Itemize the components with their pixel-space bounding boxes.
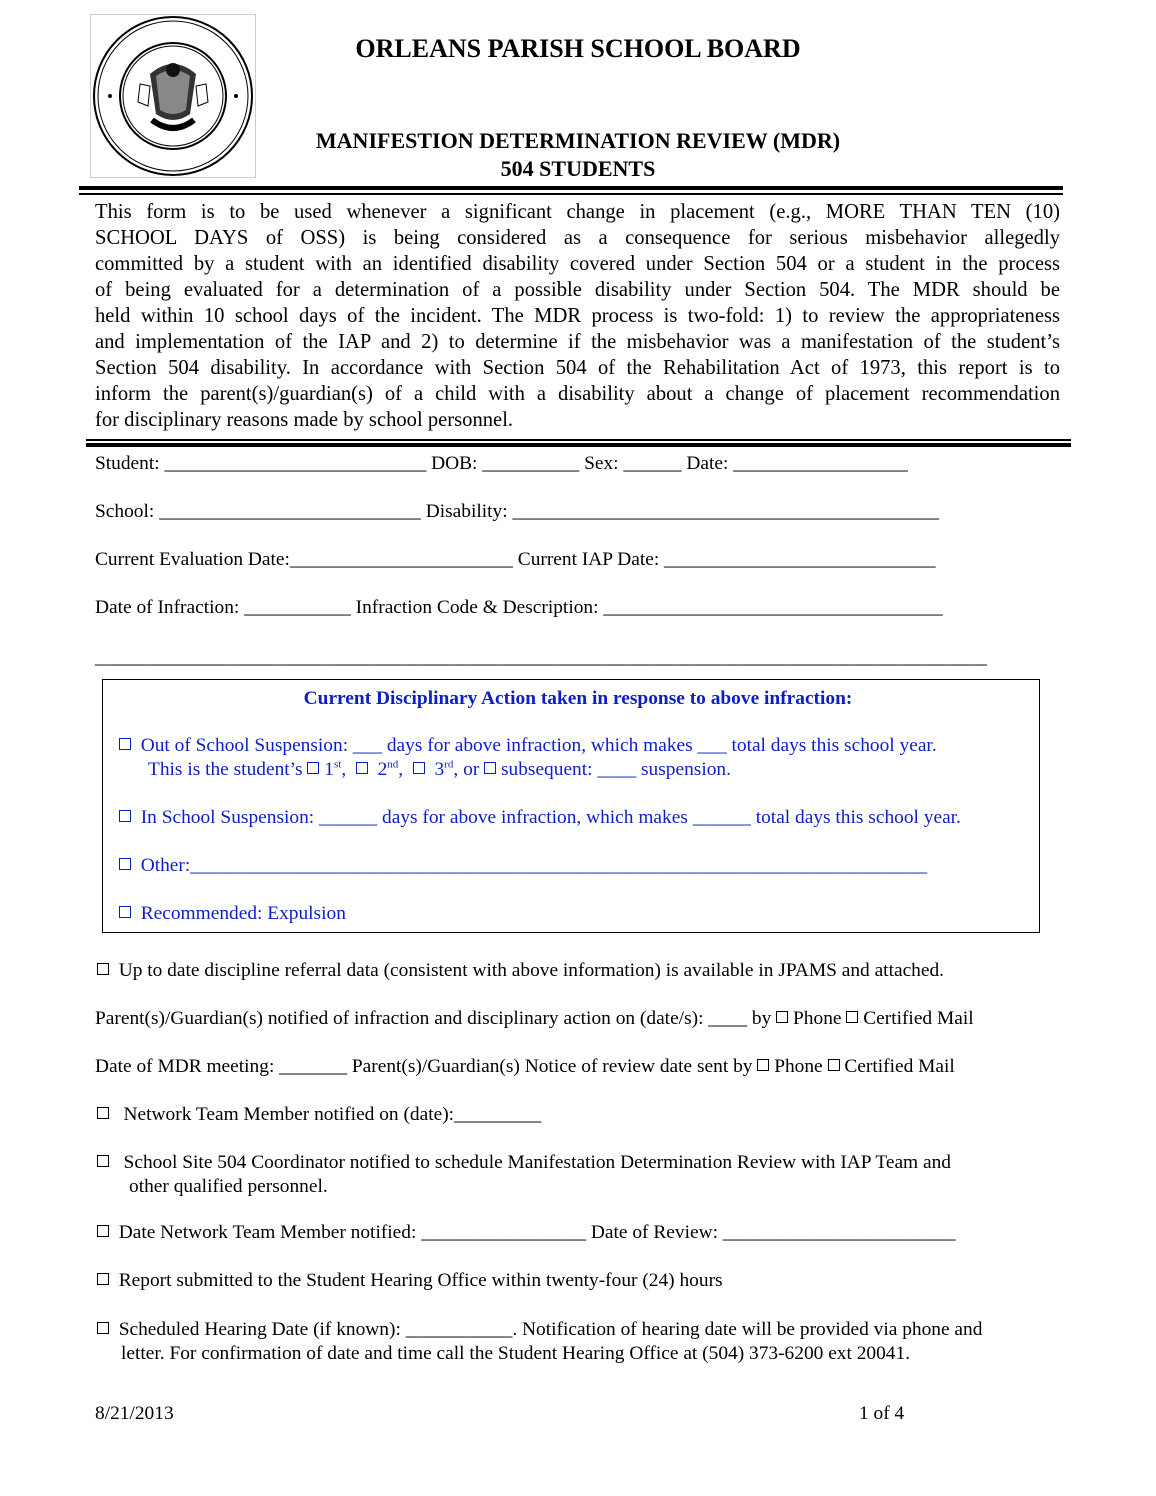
form-title	[0, 127, 1156, 183]
form-title-line1: MANIFESTION DETERMINATION REVIEW (MDR)	[315, 128, 841, 153]
network-member-label: Network Team Member notified on (date):_________	[123, 1104, 542, 1125]
intro-line: Section 504 disability. In accordance with Section 504 of the Rehabilitation Act of 1973, this report is to	[95, 357, 1060, 379]
first-checkbox[interactable]	[307, 762, 319, 774]
parent-mail-checkbox[interactable]	[846, 1011, 858, 1023]
subsequent-label: subsequent: ____ suspension.	[496, 759, 731, 780]
oss-label: Out of School Suspension: ___ days for above infraction, which makes ___ total days this school year.	[140, 735, 937, 756]
header-divider-thick	[79, 186, 1063, 190]
network-member-checkbox[interactable]	[97, 1107, 109, 1119]
notice-phone-label: Phone	[769, 1056, 828, 1077]
disciplinary-box-title: Current Disciplinary Action taken in response to above infraction:	[303, 688, 853, 709]
intro-line: held within 10 school days of the incident. The MDR process is two-fold: 1) to review the appropriateness	[95, 305, 1060, 327]
organization-title: ORLEANS PARISH SCHOOL BOARD	[355, 34, 801, 63]
header-divider-thin	[79, 193, 1063, 195]
parent-phone-checkbox[interactable]	[776, 1011, 788, 1023]
report-label: Report submitted to the Student Hearing Office within twenty-four (24) hours	[118, 1270, 723, 1291]
oss-checkbox[interactable]	[119, 738, 131, 750]
third-sup: rd	[444, 758, 454, 771]
second-checkbox[interactable]	[356, 762, 368, 774]
date-network-item[interactable]	[97, 1221, 956, 1245]
report-item[interactable]	[97, 1269, 723, 1293]
first-label: 1	[324, 759, 334, 780]
intro-divider-thick	[86, 443, 1071, 447]
intro-line: SCHOOL DAYS of OSS) is being considered as a consequence for serious misbehavior allegedly	[95, 227, 1060, 249]
parent-phone-label: Phone	[788, 1008, 847, 1029]
revision-date: 8/21/2013	[95, 1403, 174, 1424]
hearing-checkbox[interactable]	[97, 1322, 109, 1334]
second-sup: nd	[387, 758, 399, 771]
intro-line: inform the parent(s)/guardian(s) of a child with a disability about a change of placement recommendation	[95, 383, 1060, 405]
oss-option[interactable]	[119, 734, 937, 758]
network-member-item[interactable]	[97, 1103, 541, 1127]
iss-checkbox[interactable]	[119, 810, 131, 822]
school-disability-row[interactable]: School: ___________________________ Disability: ____________________________________________	[95, 501, 940, 522]
infraction-description-line[interactable]: ____________________________________________________________________________________________	[95, 647, 987, 668]
coordinator-item[interactable]	[97, 1151, 951, 1175]
expulsion-option[interactable]	[119, 902, 346, 926]
parent-notified-label: Parent(s)/Guardian(s) notified of infraction and disciplinary action on (date/s): ____ by	[95, 1008, 777, 1029]
second-label: 2	[377, 759, 388, 780]
mdr-meeting-row[interactable]	[95, 1055, 955, 1079]
iss-option[interactable]	[119, 806, 961, 830]
jpams-item[interactable]	[97, 959, 944, 983]
coordinator-label-continued: other qualified personnel.	[129, 1176, 328, 1197]
date-network-checkbox[interactable]	[97, 1225, 109, 1237]
intro-line: This form is to be used whenever a significant change in placement (e.g., MORE THAN TEN (10)	[95, 201, 1060, 223]
coordinator-checkbox[interactable]	[97, 1155, 109, 1167]
other-label: Other:____________________________________________________________________________	[140, 855, 928, 876]
intro-line: of being evaluated for a determination of a possible disability under Section 504. The MDR should be	[95, 279, 1060, 301]
intro-divider-thin	[86, 439, 1071, 441]
notice-phone-checkbox[interactable]	[757, 1059, 769, 1071]
intro-line: for disciplinary reasons made by school personnel.	[95, 409, 514, 431]
expulsion-checkbox[interactable]	[119, 906, 131, 918]
student-info-row[interactable]: Student: ___________________________ DOB: __________ Sex: ______ Date: __________________	[95, 453, 908, 474]
infraction-row[interactable]: Date of Infraction: ___________ Infraction Code & Description: ___________________________________	[95, 597, 943, 618]
other-option[interactable]	[119, 854, 927, 878]
coordinator-label: School Site 504 Coordinator notified to schedule Manifestation Determination Review with IAP Team and	[123, 1152, 951, 1173]
hearing-label-continued: letter. For confirmation of date and time call the Student Hearing Office at (504) 373-6200 ext 20041.	[121, 1343, 911, 1364]
date-network-label: Date Network Team Member notified: _________________ Date of Review: ________________________	[118, 1222, 956, 1243]
subsequent-checkbox[interactable]	[484, 762, 496, 774]
oss-suspension-count: This is the student’s 1st, 2nd, 3rd, or subsequent: ____ suspension.	[148, 758, 731, 780]
mdr-meeting-label: Date of MDR meeting: _______ Parent(s)/Guardian(s) Notice of review date sent by	[95, 1056, 758, 1077]
jpams-checkbox[interactable]	[97, 963, 109, 975]
notice-mail-label: Certified Mail	[839, 1056, 955, 1077]
intro-line: and implementation of the IAP and 2) to determine if the misbehavior was a manifestation of the student’s	[95, 331, 1060, 353]
oss-count-label: This is the student’s	[148, 759, 308, 780]
form-title-line2: 504 STUDENTS	[500, 156, 656, 181]
parent-notified-row[interactable]	[95, 1007, 974, 1031]
expulsion-label: Recommended: Expulsion	[140, 903, 346, 924]
report-checkbox[interactable]	[97, 1273, 109, 1285]
parent-mail-label: Certified Mail	[858, 1008, 974, 1029]
notice-mail-checkbox[interactable]	[828, 1059, 840, 1071]
other-checkbox[interactable]	[119, 858, 131, 870]
third-label: 3	[434, 759, 445, 780]
evaluation-date-row[interactable]: Current Evaluation Date:_______________________ Current IAP Date: ____________________________	[95, 549, 936, 570]
iss-label: In School Suspension: ______ days for above infraction, which makes ______ total days this school year.	[140, 807, 961, 828]
third-checkbox[interactable]	[413, 762, 425, 774]
jpams-label: Up to date discipline referral data (consistent with above information) is available in JPAMS and attached.	[118, 960, 945, 981]
intro-paragraph	[95, 199, 1060, 433]
intro-line: committed by a student with an identified disability covered under Section 504 or a student in the process	[95, 253, 1060, 275]
page-number: 1 of 4	[859, 1403, 905, 1424]
first-sup: st	[334, 758, 342, 771]
hearing-item[interactable]	[97, 1318, 982, 1342]
hearing-label: Scheduled Hearing Date (if known): ___________. Notification of hearing date will be provided via phone and	[118, 1319, 983, 1340]
or-label: , or	[453, 759, 485, 780]
